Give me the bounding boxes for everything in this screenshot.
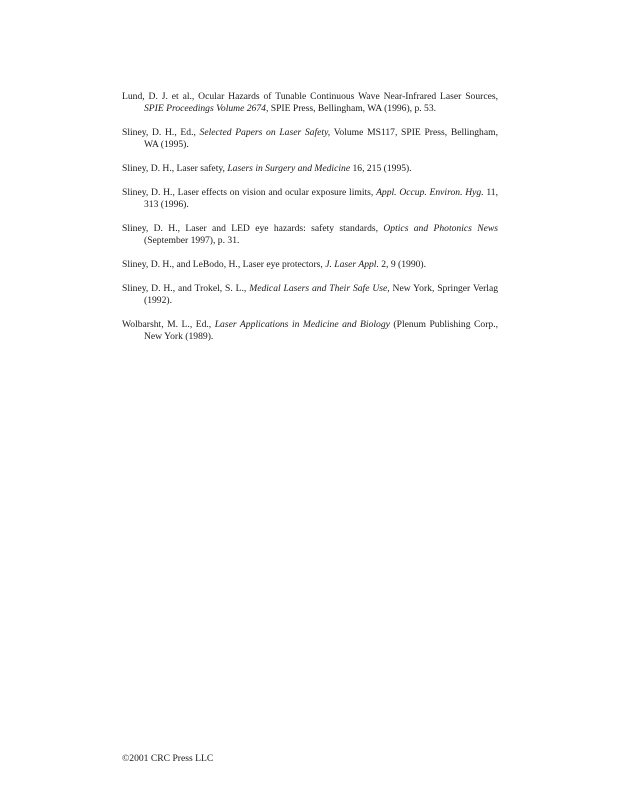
reference-entry bbox=[122, 259, 498, 271]
reference-text: Sliney, D. H., Laser and LED eye hazards: safety standards, bbox=[122, 223, 384, 234]
reference-list bbox=[122, 91, 498, 355]
reference-entry bbox=[122, 283, 498, 307]
reference-entry bbox=[122, 127, 498, 151]
reference-title: Optics and Photonics News bbox=[383, 223, 498, 234]
reference-text: Sliney, D. H., Laser effects on vision and ocular exposure limits, bbox=[122, 187, 377, 198]
reference-text: Sliney, D. H., and Trokel, S. L., bbox=[122, 283, 250, 294]
reference-text: 2, 9 (1990). bbox=[378, 259, 427, 270]
reference-text: (September 1997), p. 31. bbox=[144, 235, 240, 246]
reference-text: Sliney, D. H., and LeBodo, H., Laser eye protectors, bbox=[122, 259, 326, 270]
reference-title: Selected Papers on Laser Safety, bbox=[199, 127, 331, 138]
reference-text: 16, 215 (1995). bbox=[350, 163, 412, 174]
reference-text: , SPIE Press, Bellingham, WA (1996), p. 53. bbox=[265, 103, 437, 114]
reference-text: Wolbarsht, M. L., Ed., bbox=[122, 319, 215, 330]
reference-entry bbox=[122, 187, 498, 211]
reference-text: Sliney, D. H., Ed., bbox=[122, 127, 200, 138]
reference-text: , New York, Springer Verlag (1992). bbox=[144, 283, 499, 306]
reference-entry bbox=[122, 91, 498, 115]
reference-title: J. Laser Appl. bbox=[325, 259, 379, 270]
reference-entry bbox=[122, 163, 498, 175]
reference-text: (Plenum Publishing Corp., New York (1989). bbox=[144, 319, 498, 342]
reference-title: Appl. Occup. Environ. Hyg. bbox=[376, 187, 484, 198]
reference-entry bbox=[122, 223, 498, 247]
reference-title: Lasers in Surgery and Medicine bbox=[227, 163, 351, 174]
reference-title: Laser Applications in Medicine and Biology bbox=[214, 319, 390, 330]
reference-entry bbox=[122, 319, 498, 343]
copyright-footer: ©2001 CRC Press LLC bbox=[122, 753, 214, 764]
reference-text: Lund, D. J. et al., Ocular Hazards of Tunable Continuous Wave Near-Infrared Laser Sources, bbox=[122, 91, 498, 102]
reference-title: SPIE Proceedings Volume 2674 bbox=[144, 103, 266, 114]
reference-text: 11, 313 (1996). bbox=[144, 187, 498, 210]
reference-title: Medical Lasers and Their Safe Use bbox=[249, 283, 388, 294]
reference-text: Sliney, D. H., Laser safety, bbox=[122, 163, 228, 174]
reference-text: Volume MS117, SPIE Press, Bellingham, WA (1995). bbox=[144, 127, 498, 150]
